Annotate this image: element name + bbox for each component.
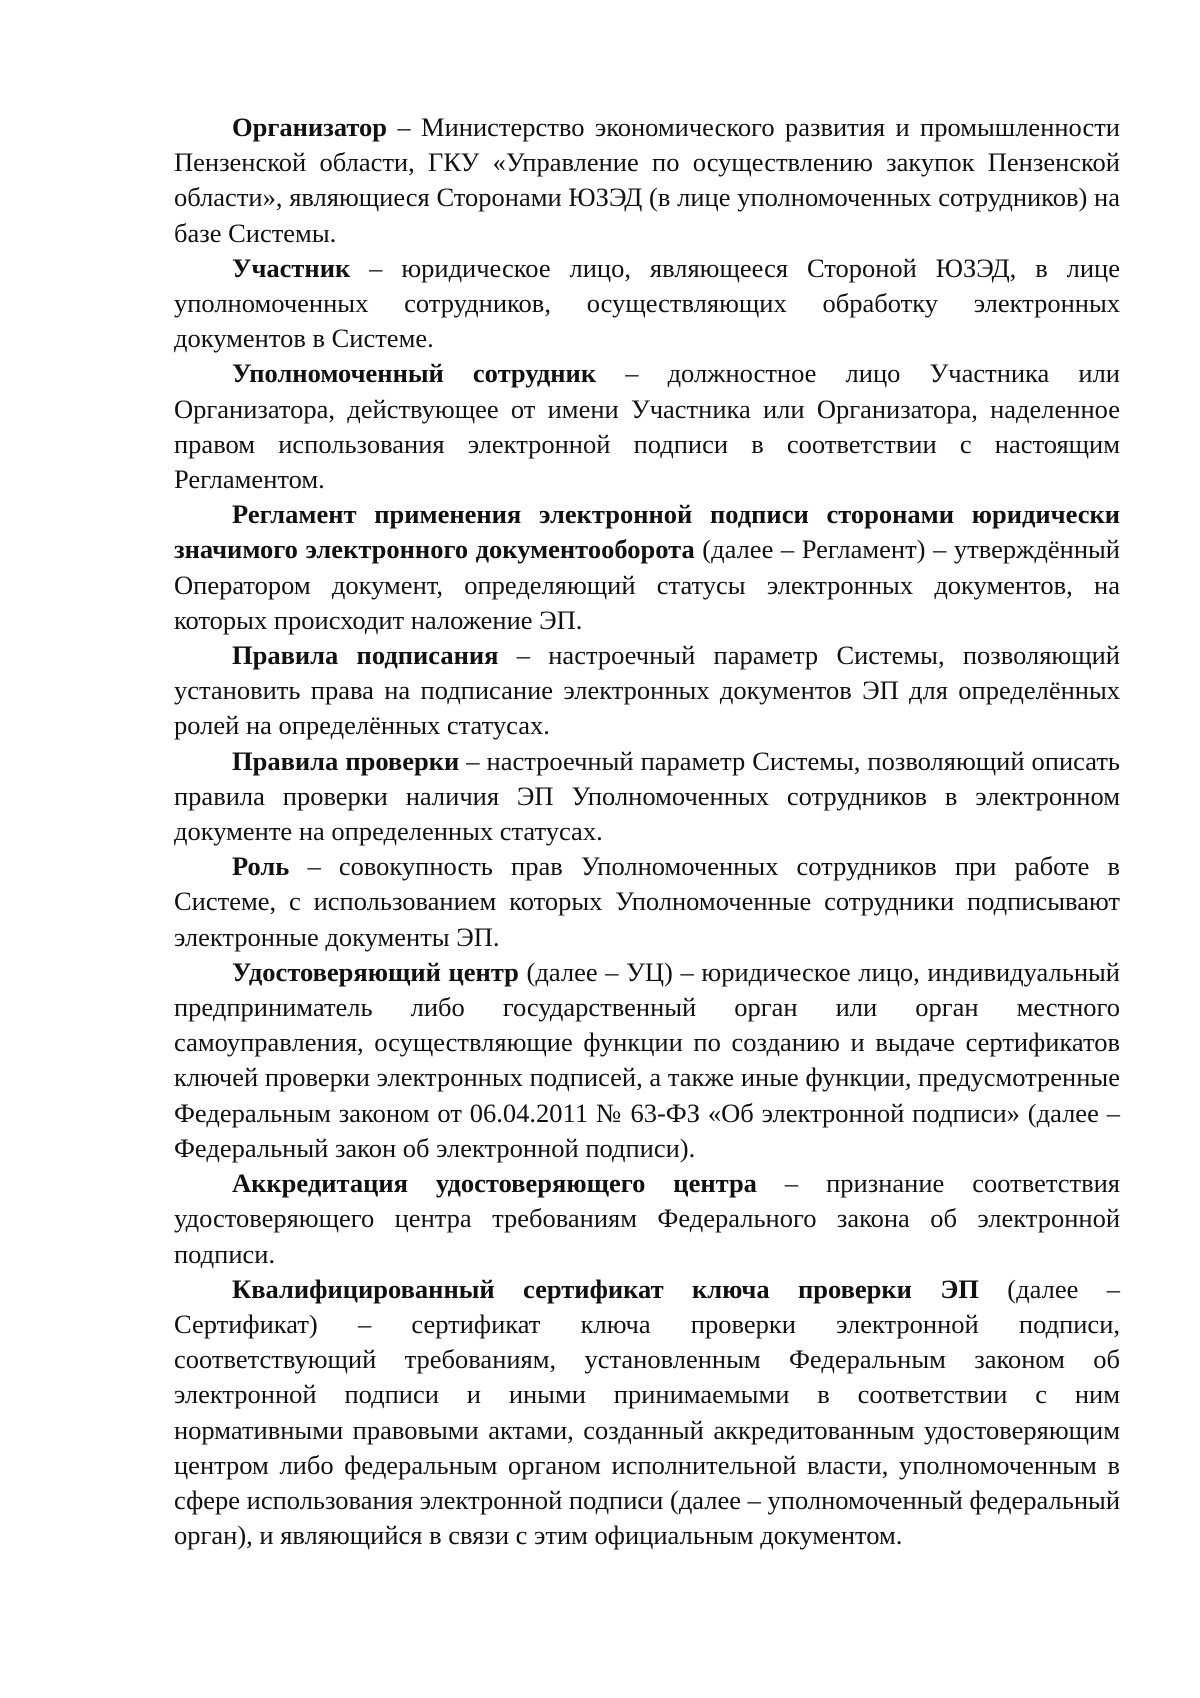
definition-text: – признание соответствия удостоверяющего центра требованиям Федерального закона об электронной подписи. (174, 1168, 1120, 1269)
term: Удостоверяющий центр (232, 956, 519, 987)
term: Квалифицированный сертификат ключа проверки ЭП (232, 1273, 979, 1304)
definition-accreditation (174, 1166, 1120, 1272)
definition-text: (далее – Регламент) – утверждённый Оператором документ, определяющий статусы электронных документов, на которых происходит наложение ЭП. (174, 534, 1120, 635)
definition-text: – совокупность прав Уполномоченных сотрудников при работе в Системе, с использованием которых Уполномоченные сотрудники подписывают электронные документы ЭП. (174, 851, 1120, 952)
definition-signing-rules (174, 638, 1120, 744)
term: Регламент применения электронной подписи сторонами юридически значимого электронного документооборота (174, 499, 1120, 565)
term: Уполномоченный сотрудник (232, 358, 597, 389)
definition-participant (174, 251, 1120, 357)
definition-qualified-certificate (174, 1272, 1120, 1554)
term: Правила проверки (232, 745, 460, 776)
definition-verification-rules (174, 744, 1120, 850)
definition-certification-center (174, 955, 1120, 1166)
definition-role (174, 849, 1120, 955)
term: Участник (232, 252, 351, 283)
term: Роль (232, 851, 290, 882)
definition-text: (далее – УЦ) – юридическое лицо, индивидуальный предприниматель либо государственный орган или орган местного самоуправления, осуществляющие функции по созданию и выдаче сертификатов ключей проверки электронных подписей, а также иные функции, предусмотренные Федеральным законом от 06.04.2011 № 63-ФЗ «Об электронной подписи» (далее – Федеральный закон об электронной подписи). (174, 956, 1120, 1163)
definition-regulation (174, 497, 1120, 638)
definition-text: – юридическое лицо, являющееся Стороной ЮЗЭД, в лице уполномоченных сотрудников, осуществляющих обработку электронных документов в Системе. (174, 252, 1120, 354)
definition-text: – настроечный параметр Системы, позволяющий установить права на подписание электронных документов ЭП для определённых ролей на определённых статусах. (174, 640, 1120, 741)
definition-authorized-employee (174, 356, 1120, 497)
term: Организатор (232, 112, 388, 142)
definition-text: – настроечный параметр Системы, позволяющий описать правила проверки наличия ЭП Уполномоченных сотрудников в электронном документе на определенных статусах. (174, 745, 1120, 847)
definition-organizer (174, 110, 1120, 251)
definition-text: – должностное лицо Участника или Организатора, действующее от имени Участника или Организатора, наделенное правом использования электронной подписи в соответствии с настоящим Регламентом. (174, 358, 1120, 495)
term: Правила подписания (232, 640, 499, 671)
document-page (174, 110, 1120, 1553)
definition-text: – Министерство экономического развития и промышленности Пензенской области, ГКУ «Управление по осуществлению закупок Пензенской области», являющиеся Сторонами ЮЗЭД (в лице уполномоченных сотрудников) на базе Системы. (174, 112, 1120, 248)
term: Аккредитация удостоверяющего центра (232, 1168, 757, 1199)
definition-text: (далее – Сертификат) – сертификат ключа проверки электронной подписи, соответствующий требованиям, установленным Федеральным законом об электронной подписи и иными принимаемыми в соответствии с ним нормативными правовыми актами, созданный аккредитованным удостоверяющим центром либо федеральным органом исполнительной власти, уполномоченным в сфере использования электронной подписи (далее – уполномоченный федеральный орган), и являющийся в связи с этим официальным документом. (174, 1273, 1120, 1551)
